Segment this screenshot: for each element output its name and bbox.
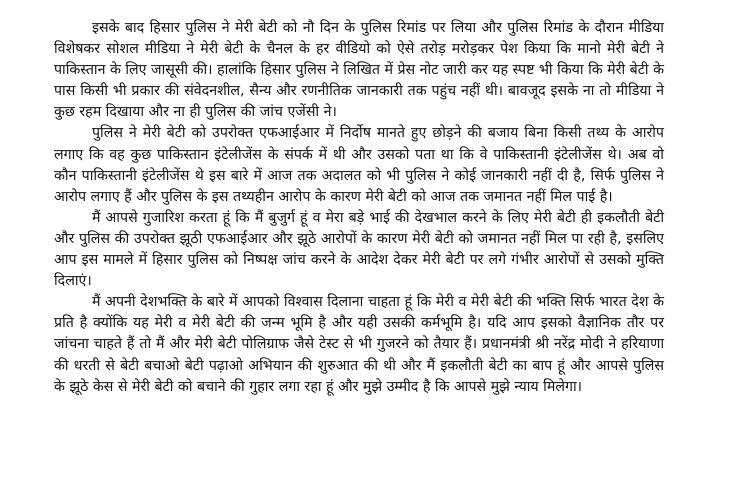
- letter-body: [54, 18, 664, 398]
- paragraph-1: इसके बाद हिसार पुलिस ने मेरी बेटी को नौ दिन के पुलिस रिमांड पर लिया और पुलिस रिमांड के दौरान मीडिया विशेषकर सोशल मीडिया ने मेरी बेटी के चैनल के हर वीडियो को ऐसे तरोड़ मरोड़कर पेश किया कि मानो मेरी बेटी ने पाकिस्तान के लिए जासूसी की। हालांकि हिसार पुलिस ने लिखित में प्रेस नोट जारी कर यह स्पष्ट भी किया कि मेरी बेटी के पास किसी भी प्रकार की संवेदनशील, सैन्य और रणनीतिक जानकारी तक पहुंच नहीं थी। बावजूद इसके ना तो मीडिया ने कुछ रहम दिखाया और ना ही पुलिस की जांच एजेंसी ने।: [54, 20, 664, 121]
- paragraph-3: मैं आपसे गुजारिश करता हूं कि मैं बुजुर्ग हूं व मेरा बड़े भाई की देखभाल करने के लिए मेरी बेटी ही इकलौती बेटी और पुलिस की उपरोक्त झूठी एफआईआर और झूठे आरोपों के कारण मेरी बेटी को जमानत नहीं मिल पा रही है, इसलिए आप इस मामले में हिसार पुलिस को निष्पक्ष जांच करने के आदेश देकर मेरी बेटी पर लगे गंभीर आरोपों से उसको मुक्ति दिलाएं।: [54, 209, 664, 290]
- paragraph-2: पुलिस ने मेरी बेटी को उपरोक्त एफआईआर में निर्दोष मानते हुए छोड़ने की बजाय बिना किसी तथ्य के आरोप लगाए कि वह कुछ पाकिस्तान इंटेलीजेंस के संपर्क में थी और उसको पता था कि वे पाकिस्तानी इंटेलीजेंस थे। अब वो कौन पाकिस्तानी इंटेलीजेंस थे इस बारे में आज तक अदालत को भी पुलिस ने कोई जानकारी नहीं दी है, सिर्फ पुलिस ने आरोप लगाए हैं और पुलिस के इस तथ्यहीन आरोप के कारण मेरी बेटी को आज तक जमानत नहीं मिल पाई है।: [54, 125, 664, 205]
- paragraph-4: मैं अपनी देशभक्ति के बारे में आपको विश्वास दिलाना चाहता हूं कि मेरी व मेरी बेटी की भक्ति सिर्फ भारत देश के प्रति है क्योंकि यह मेरी व मेरी बेटी की जन्म भूमि है और यही उसकी कर्मभूमि है। यदि आप इसको वैज्ञानिक तौर पर जांचना चाहते हैं तो मैं और मेरी बेटी पोलिग्राफ जैसे टेस्ट से भी गुजरने को तैयार हैं। प्रधानमंत्री श्री नरेंद्र मोदी ने हरियाणा की धरती से बेटी बचाओ बेटी पढ़ाओ अभियान की शुरुआत की थी और मैं इकलौती बेटी का बाप हूं और आपसे पुलिस के झूठे केस से मेरी बेटी को बचाने की गुहार लगा रहा हूं और मुझे उम्मीद है कि आपसे मुझे न्याय मिलेगा।: [54, 294, 664, 395]
